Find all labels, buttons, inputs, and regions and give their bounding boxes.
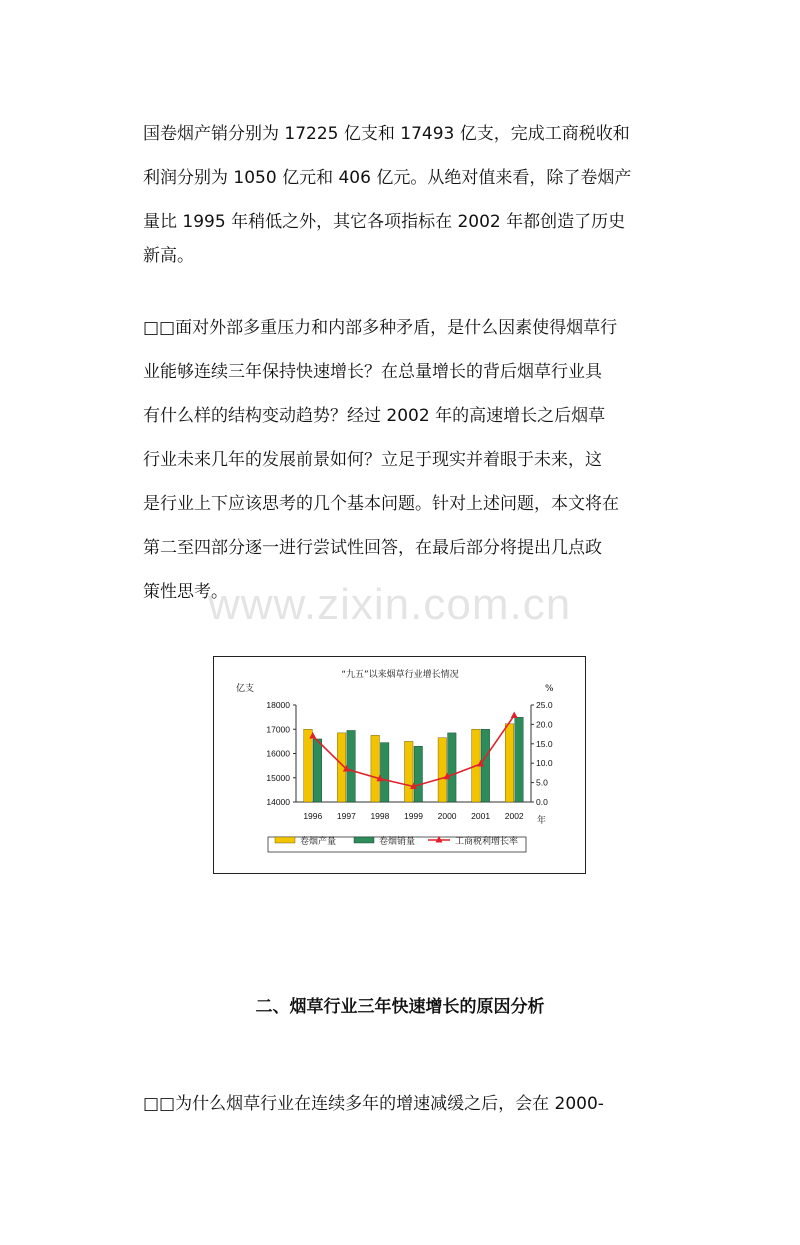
paragraph-line: 是行业上下应该思考的几个基本问题。针对上述问题，本文将在 (143, 494, 619, 514)
growth-chart (213, 656, 586, 874)
paragraph-1 (143, 112, 663, 278)
bar-production (505, 724, 514, 802)
paragraph-line: 第二至四部分逐一进行尝试性回答，在最后部分将提出几点政 (143, 538, 602, 558)
paragraph-line: 策性思考。 (143, 582, 228, 602)
x-tick-label: 2001 (471, 811, 491, 821)
section-heading: 二、烟草行业三年快速增长的原因分析 (255, 997, 545, 1017)
bar-production (371, 735, 380, 802)
paragraph-line: □□面对外部多重压力和内部多种矛盾，是什么因素使得烟草行 (143, 318, 618, 338)
watermark: www.zixin.com.cn (208, 580, 572, 629)
left-tick-label: 16000 (266, 748, 290, 759)
x-axis-unit: 年 (537, 816, 547, 826)
bar-sales (414, 746, 423, 802)
legend-label-production: 卷烟产量 (300, 837, 337, 847)
bar-sales (347, 730, 356, 802)
paragraph-line: 国卷烟产销分别为 17225 亿支和 17493 亿支，完成工商税收和 (143, 124, 630, 144)
bar-sales (448, 733, 457, 802)
growth-rate-point (511, 711, 518, 718)
left-tick-label: 15000 (266, 772, 290, 783)
left-tick-label: 14000 (266, 797, 290, 807)
bar-sales (515, 717, 524, 802)
chart-title: “九五”以来烟草行业增长情况 (341, 670, 459, 680)
bar-sales (313, 739, 322, 802)
paragraph-line: 利润分别为 1050 亿元和 406 亿元。从绝对值来看，除了卷烟产 (143, 168, 632, 188)
x-tick-label: 1998 (370, 811, 390, 821)
x-tick-label: 2002 (504, 811, 524, 821)
left-tick-label: 18000 (266, 700, 290, 710)
bar-production (304, 729, 313, 802)
legend-swatch-sales (354, 837, 374, 843)
left-axis-unit: 亿支 (236, 684, 255, 694)
legend-label-growth: 工商税利增长率 (455, 837, 519, 847)
right-axis-unit: % (545, 684, 554, 694)
bar-production (405, 741, 414, 802)
right-tick-label: 20.0 (536, 719, 553, 730)
paragraph-line: 业能够连续三年保持快速增长？在总量增长的背后烟草行业具 (143, 362, 602, 382)
chart-canvas (214, 657, 585, 873)
right-tick-label: 5.0 (536, 777, 548, 788)
x-tick-label: 1997 (336, 811, 356, 821)
x-tick-label: 1999 (404, 811, 423, 821)
x-tick-label: 2000 (437, 811, 457, 821)
paragraph-2 (143, 306, 663, 614)
right-tick-label: 15.0 (536, 738, 553, 749)
paragraph-line: 量比 1995 年稍低之外，其它各项指标在 2002 年都创造了历史 (143, 212, 626, 232)
legend-swatch-production (275, 837, 295, 843)
x-tick-label: 1996 (303, 811, 323, 821)
paragraph-line: 有什么样的结构变动趋势？经过 2002 年的高速增长之后烟草 (143, 406, 606, 426)
left-tick-label: 17000 (266, 724, 290, 735)
right-tick-label: 10.0 (536, 758, 553, 769)
bar-production (438, 738, 447, 802)
bar-sales (380, 743, 389, 802)
paragraph-3 (143, 1082, 663, 1126)
right-tick-label: 0.0 (536, 797, 548, 807)
paragraph-line: 新高。 (143, 246, 194, 266)
right-tick-label: 25.0 (536, 700, 553, 710)
paragraph-line: □□为什么烟草行业在连续多年的增速减缓之后，会在 2000- (143, 1094, 604, 1114)
paragraph-line: 行业未来几年的发展前景如何？立足于现实并着眼于未来，这 (143, 450, 602, 470)
legend-label-sales: 卷烟销量 (379, 837, 416, 847)
